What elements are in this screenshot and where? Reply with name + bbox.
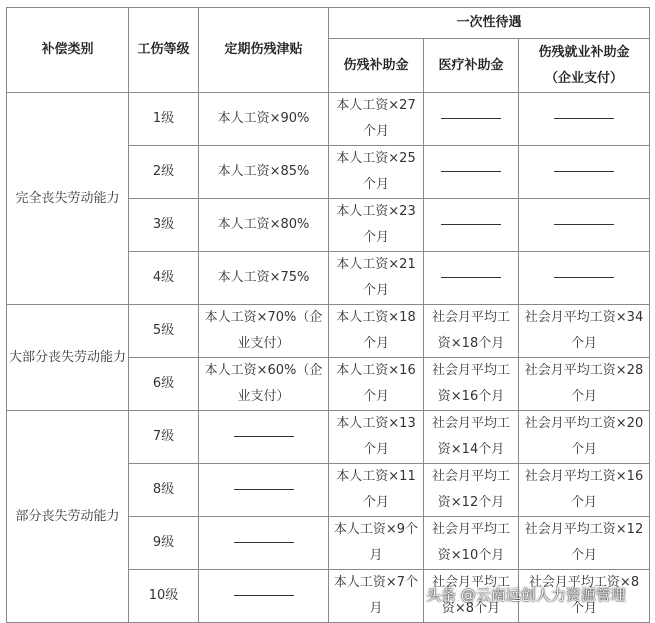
disability-subsidy-cell [329, 358, 424, 411]
medical-subsidy-cell [424, 517, 519, 570]
periodic-cell-line: 本人工资×80% [217, 217, 310, 232]
grade-cell: 5级 [129, 305, 199, 358]
disability-subsidy-cell [329, 252, 424, 305]
dash-placeholder [234, 542, 294, 543]
employment-subsidy-cell-line: 个月 [571, 495, 598, 510]
disability-subsidy-cell-line: 本人工资×25 [336, 151, 416, 166]
disability-subsidy-cell [329, 146, 424, 199]
medical-subsidy-cell-line: 社会月平均工 [431, 575, 510, 590]
header-employment-subsidy-line1: 伤残就业补助金 [538, 44, 630, 60]
disability-subsidy-cell-line: 个月 [362, 283, 389, 298]
medical-subsidy-cell [424, 358, 519, 411]
disability-subsidy-cell-line: 本人工资×21 [336, 257, 416, 272]
periodic-cell-line: 业支付） [237, 389, 290, 404]
header-lump-sum: 一次性待遇 [329, 8, 650, 39]
medical-subsidy-cell-line: 社会月平均工 [431, 469, 510, 484]
employment-subsidy-cell-line: 个月 [571, 601, 598, 616]
disability-subsidy-cell-line: 个月 [362, 389, 389, 404]
employment-subsidy-cell-line: 个月 [571, 389, 598, 404]
medical-subsidy-cell-line: 资×18个月 [437, 336, 505, 351]
periodic-cell [199, 93, 329, 146]
header-medical-subsidy: 医疗补助金 [424, 39, 519, 93]
disability-subsidy-cell-line: 本人工资×13 [336, 416, 416, 431]
grade-cell: 9级 [129, 517, 199, 570]
category-cell: 大部分丧失劳动能力 [7, 305, 129, 411]
medical-subsidy-cell [424, 199, 519, 252]
medical-subsidy-cell-line: 社会月平均工 [431, 310, 510, 325]
employment-subsidy-cell [519, 517, 650, 570]
medical-subsidy-cell-line: 资×14个月 [437, 442, 505, 457]
table-row [7, 411, 650, 464]
dash-placeholder [554, 118, 614, 119]
disability-subsidy-cell-line: 本人工资×11 [336, 469, 416, 484]
dash-placeholder [441, 118, 501, 119]
disability-subsidy-cell-line: 本人工资×27 [336, 98, 416, 113]
dash-placeholder [441, 277, 501, 278]
grade-cell: 4级 [129, 252, 199, 305]
employment-subsidy-cell-line: 社会月平均工资×34 [524, 310, 644, 325]
category-cell: 完全丧失劳动能力 [7, 93, 129, 305]
periodic-cell [199, 305, 329, 358]
medical-subsidy-cell-line: 资×8个月 [441, 601, 501, 616]
dash-placeholder [554, 277, 614, 278]
employment-subsidy-cell [519, 146, 650, 199]
disability-subsidy-cell-line: 本人工资×18 [336, 310, 416, 325]
medical-subsidy-cell [424, 411, 519, 464]
dash-placeholder [234, 489, 294, 490]
medical-subsidy-cell [424, 252, 519, 305]
periodic-cell-line: 业支付） [237, 336, 290, 351]
periodic-cell [199, 411, 329, 464]
disability-subsidy-cell-line: 个月 [362, 177, 389, 192]
disability-subsidy-cell [329, 199, 424, 252]
employment-subsidy-cell-line: 社会月平均工资×20 [524, 416, 644, 431]
employment-subsidy-cell [519, 93, 650, 146]
employment-subsidy-cell-line: 个月 [571, 548, 598, 563]
header-employment-subsidy [519, 39, 650, 93]
disability-subsidy-cell [329, 411, 424, 464]
watermark: 头条 @云南远创人力资源管理 [426, 586, 626, 604]
disability-subsidy-cell-line: 月 [369, 601, 383, 616]
header-periodic-allowance: 定期伤残津贴 [199, 8, 329, 93]
header-employment-subsidy-line2: （企业支付） [545, 70, 624, 86]
dash-placeholder [554, 224, 614, 225]
medical-subsidy-cell-line: 资×12个月 [437, 495, 505, 510]
table-row [7, 93, 650, 146]
compensation-table [6, 7, 650, 623]
medical-subsidy-cell [424, 305, 519, 358]
periodic-cell [199, 464, 329, 517]
disability-subsidy-cell [329, 464, 424, 517]
employment-subsidy-cell-line: 个月 [571, 442, 598, 457]
disability-subsidy-cell [329, 570, 424, 623]
grade-cell: 7级 [129, 411, 199, 464]
employment-subsidy-cell-line: 社会月平均工资×8 [528, 575, 640, 590]
employment-subsidy-cell [519, 305, 650, 358]
disability-subsidy-cell-line: 本人工资×16 [336, 363, 416, 378]
disability-subsidy-cell-line: 个月 [362, 230, 389, 245]
employment-subsidy-cell-line: 社会月平均工资×28 [524, 363, 644, 378]
disability-subsidy-cell-line: 本人工资×9个 [333, 522, 419, 537]
employment-subsidy-cell [519, 411, 650, 464]
medical-subsidy-cell-line: 资×10个月 [437, 548, 505, 563]
dash-placeholder [234, 436, 294, 437]
grade-cell: 6级 [129, 358, 199, 411]
periodic-cell [199, 358, 329, 411]
employment-subsidy-cell [519, 358, 650, 411]
grade-cell: 3级 [129, 199, 199, 252]
employment-subsidy-cell-line: 社会月平均工资×12 [524, 522, 644, 537]
dash-placeholder [441, 171, 501, 172]
disability-subsidy-cell-line: 本人工资×7个 [333, 575, 419, 590]
disability-subsidy-cell-line: 本人工资×23 [336, 204, 416, 219]
table-row [7, 305, 650, 358]
disability-subsidy-cell-line: 个月 [362, 495, 389, 510]
periodic-cell [199, 146, 329, 199]
periodic-cell-line: 本人工资×60%（企 [204, 363, 323, 378]
disability-subsidy-cell-line: 个月 [362, 336, 389, 351]
dash-placeholder [554, 171, 614, 172]
periodic-cell [199, 199, 329, 252]
medical-subsidy-cell-line: 社会月平均工 [431, 522, 510, 537]
disability-subsidy-cell-line: 个月 [362, 124, 389, 139]
employment-subsidy-cell [519, 199, 650, 252]
employment-subsidy-cell [519, 252, 650, 305]
dash-placeholder [234, 595, 294, 596]
medical-subsidy-cell [424, 464, 519, 517]
header-disability-subsidy: 伤残补助金 [329, 39, 424, 93]
grade-cell: 2级 [129, 146, 199, 199]
periodic-cell [199, 517, 329, 570]
disability-subsidy-cell-line: 个月 [362, 442, 389, 457]
employment-subsidy-cell-line: 社会月平均工资×16 [524, 469, 644, 484]
medical-subsidy-cell [424, 93, 519, 146]
disability-subsidy-cell-line: 月 [369, 548, 383, 563]
category-cell: 部分丧失劳动能力 [7, 411, 129, 623]
medical-subsidy-cell-line: 社会月平均工 [431, 416, 510, 431]
employment-subsidy-cell-line: 个月 [571, 336, 598, 351]
disability-subsidy-cell [329, 305, 424, 358]
grade-cell: 10级 [129, 570, 199, 623]
periodic-cell-line: 本人工资×75% [217, 270, 310, 285]
disability-subsidy-cell [329, 93, 424, 146]
grade-cell: 8级 [129, 464, 199, 517]
medical-subsidy-cell-line: 社会月平均工 [431, 363, 510, 378]
medical-subsidy-cell [424, 146, 519, 199]
periodic-cell-line: 本人工资×90% [217, 111, 310, 126]
medical-subsidy-cell-line: 资×16个月 [437, 389, 505, 404]
header-grade: 工伤等级 [129, 8, 199, 93]
periodic-cell [199, 570, 329, 623]
grade-cell: 1级 [129, 93, 199, 146]
header-category: 补偿类别 [7, 8, 129, 93]
periodic-cell [199, 252, 329, 305]
table-body [7, 93, 650, 623]
employment-subsidy-cell [519, 464, 650, 517]
periodic-cell-line: 本人工资×85% [217, 164, 310, 179]
periodic-cell-line: 本人工资×70%（企 [204, 310, 323, 325]
disability-subsidy-cell [329, 517, 424, 570]
dash-placeholder [441, 224, 501, 225]
